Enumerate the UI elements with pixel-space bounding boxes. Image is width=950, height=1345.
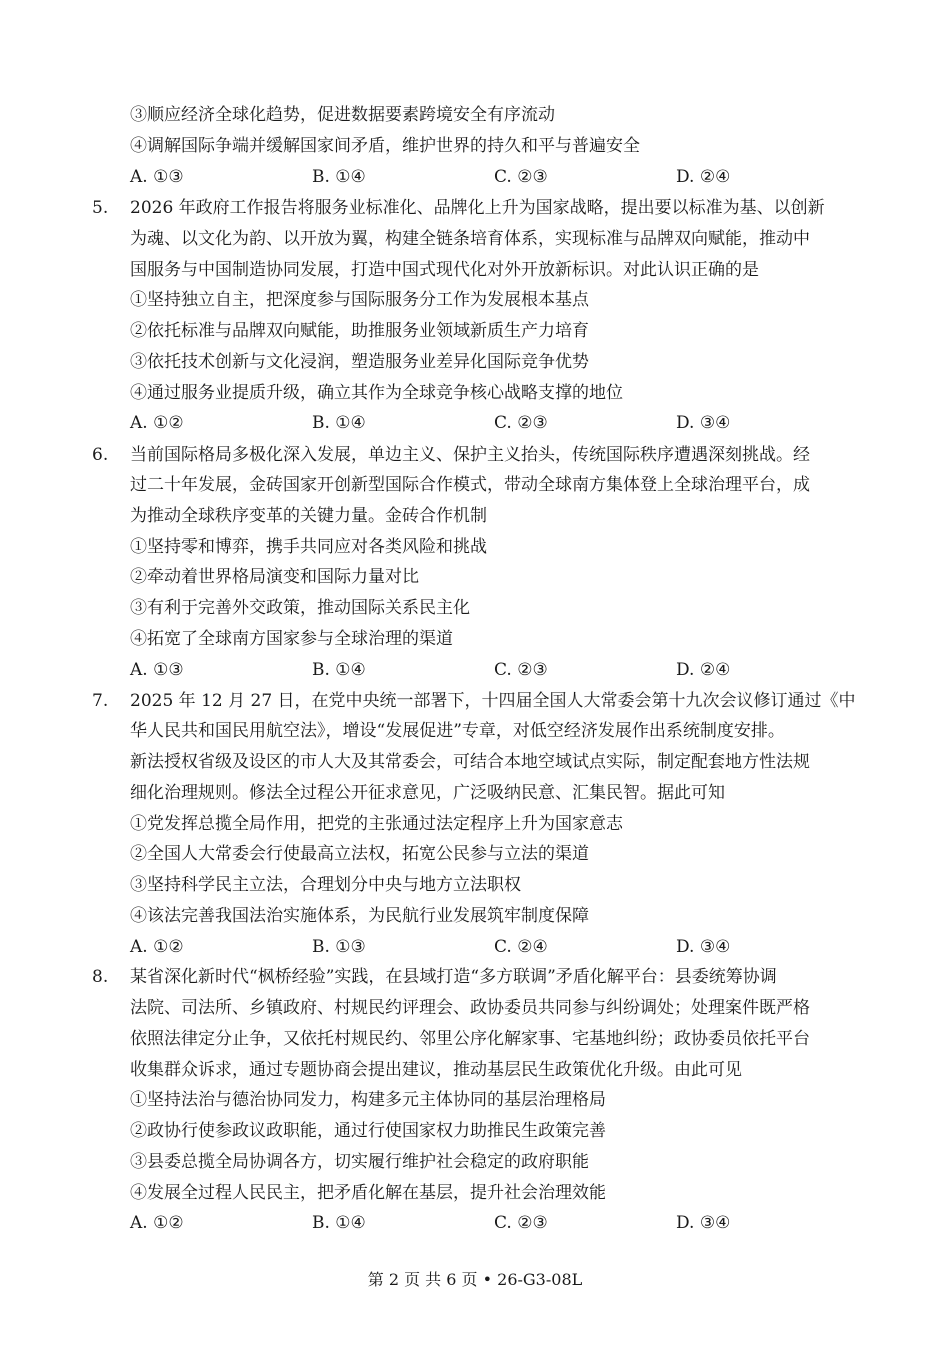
q8-option-item: ②政协行使参政议政职能，通过行使国家权力助推民生政策完善 [130, 1121, 606, 1141]
q8-choice-d: D. ③④ [676, 1213, 731, 1233]
q7-choices [130, 934, 750, 960]
q5-option-item: ④通过服务业提质升级，确立其作为全球竞争核心战略支撑的地位 [130, 383, 623, 403]
q6-option-item: ②牵动着世界格局演变和国际力量对比 [130, 567, 419, 587]
q8-choice-b: B. ①④ [312, 1213, 366, 1233]
q7-option-item: ④该法完善我国法治实施体系，为民航行业发展筑牢制度保障 [130, 906, 589, 926]
q7-option-item: ②全国人大常委会行使最高立法权，拓宽公民参与立法的渠道 [130, 844, 589, 864]
q7-choice-c: C. ②④ [494, 937, 548, 957]
q6-stem-line: 为推动全球秩序变革的关键力量。金砖合作机制 [130, 506, 487, 526]
q5-choice-a: A. ①② [130, 413, 184, 433]
q4-option-item: ③顺应经济全球化趋势，促进数据要素跨境安全有序流动 [130, 105, 555, 125]
q4-choice-b: B. ①④ [312, 167, 366, 187]
q8-stem-line: 收集群众诉求，通过专题协商会提出建议，推动基层民生政策优化升级。由此可见 [130, 1060, 742, 1080]
page-footer: 第 2 页 共 6 页 • 26-G3-08L [367, 1270, 583, 1289]
q8-stem-line: 法院、司法所、乡镇政府、村规民约评理会、政协委员共同参与纠纷调处；处理案件既严格 [130, 998, 810, 1018]
q8-choice-c: C. ②③ [494, 1213, 548, 1233]
q7-stem-line: 2025 年 12 月 27 日，在党中央统一部署下，十四届全国人大常委会第十九次会议修订通过《中 [130, 691, 856, 711]
q7-choice-d: D. ③④ [676, 937, 731, 957]
q8-number: 8. [92, 967, 109, 987]
q6-choice-c: C. ②③ [494, 660, 548, 680]
q8-stem-line: 某省深化新时代“枫桥经验”实践，在县域打造“多方联调”矛盾化解平台：县委统筹协调 [130, 967, 777, 987]
q7-choice-a: A. ①② [130, 937, 184, 957]
q6-choices [130, 657, 750, 683]
q5-option-item: ③依托技术创新与文化浸润，塑造服务业差异化国际竞争优势 [130, 352, 589, 372]
q4-choices [130, 164, 750, 190]
q7-option-item: ③坚持科学民主立法，合理划分中央与地方立法职权 [130, 875, 521, 895]
q5-choice-c: C. ②③ [494, 413, 548, 433]
q5-stem-line: 2026 年政府工作报告将服务业标准化、品牌化上升为国家战略，提出要以标准为基、以创新 [130, 198, 825, 218]
q8-choice-a: A. ①② [130, 1213, 184, 1233]
q7-choice-b: B. ①③ [312, 937, 366, 957]
q6-choice-b: B. ①④ [312, 660, 366, 680]
q5-option-item: ①坚持独立自主，把深度参与国际服务分工作为发展根本基点 [130, 290, 589, 310]
q5-option-item: ②依托标准与品牌双向赋能，助推服务业领域新质生产力培育 [130, 321, 589, 341]
q4-choice-a: A. ①③ [130, 167, 184, 187]
q6-number: 6. [92, 445, 109, 465]
q6-option-item: ③有利于完善外交政策，推动国际关系民主化 [130, 598, 470, 618]
q5-choice-d: D. ③④ [676, 413, 731, 433]
q6-choice-a: A. ①③ [130, 660, 184, 680]
q5-choices [130, 410, 750, 436]
q6-stem-line: 过二十年发展，金砖国家开创新型国际合作模式，带动全球南方集体登上全球治理平台，成 [130, 475, 810, 495]
q4-choice-c: C. ②③ [494, 167, 548, 187]
q5-number: 5. [92, 198, 109, 218]
q8-option-item: ①坚持法治与德治协同发力，构建多元主体协同的基层治理格局 [130, 1090, 606, 1110]
q7-stem-line: 新法授权省级及设区的市人大及其常委会，可结合本地空域试点实际，制定配套地方性法规 [130, 752, 810, 772]
q7-stem-line: 华人民共和国民用航空法》，增设“发展促进”专章，对低空经济发展作出系统制度安排。 [130, 721, 785, 741]
q7-option-item: ①党发挥总揽全局作用，把党的主张通过法定程序上升为国家意志 [130, 814, 623, 834]
q6-option-item: ④拓宽了全球南方国家参与全球治理的渠道 [130, 629, 453, 649]
q8-stem-line: 依照法律定分止争，又依托村规民约、邻里公序化解家事、宅基地纠纷；政协委员依托平台 [130, 1029, 810, 1049]
q6-choice-d: D. ②④ [676, 660, 731, 680]
q8-option-item: ③县委总揽全局协调各方，切实履行维护社会稳定的政府职能 [130, 1152, 589, 1172]
q8-choices [130, 1210, 750, 1236]
q6-stem-line: 当前国际格局多极化深入发展，单边主义、保护主义抬头，传统国际秩序遭遇深刻挑战。经 [130, 445, 810, 465]
q4-option-item: ④调解国际争端并缓解国家间矛盾，维护世界的持久和平与普遍安全 [130, 136, 640, 156]
q7-number: 7. [92, 691, 109, 711]
q4-choice-d: D. ②④ [676, 167, 731, 187]
q6-option-item: ①坚持零和博弈，携手共同应对各类风险和挑战 [130, 537, 487, 557]
q7-stem-line: 细化治理规则。修法全过程公开征求意见，广泛吸纳民意、汇集民智。据此可知 [130, 783, 725, 803]
q5-stem-line: 为魂、以文化为韵、以开放为翼，构建全链条培育体系，实现标准与品牌双向赋能，推动中 [130, 229, 810, 249]
q8-option-item: ④发展全过程人民民主，把矛盾化解在基层，提升社会治理效能 [130, 1183, 606, 1203]
q5-stem-line: 国服务与中国制造协同发展，打造中国式现代化对外开放新标识。对此认识正确的是 [130, 260, 759, 280]
q5-choice-b: B. ①④ [312, 413, 366, 433]
